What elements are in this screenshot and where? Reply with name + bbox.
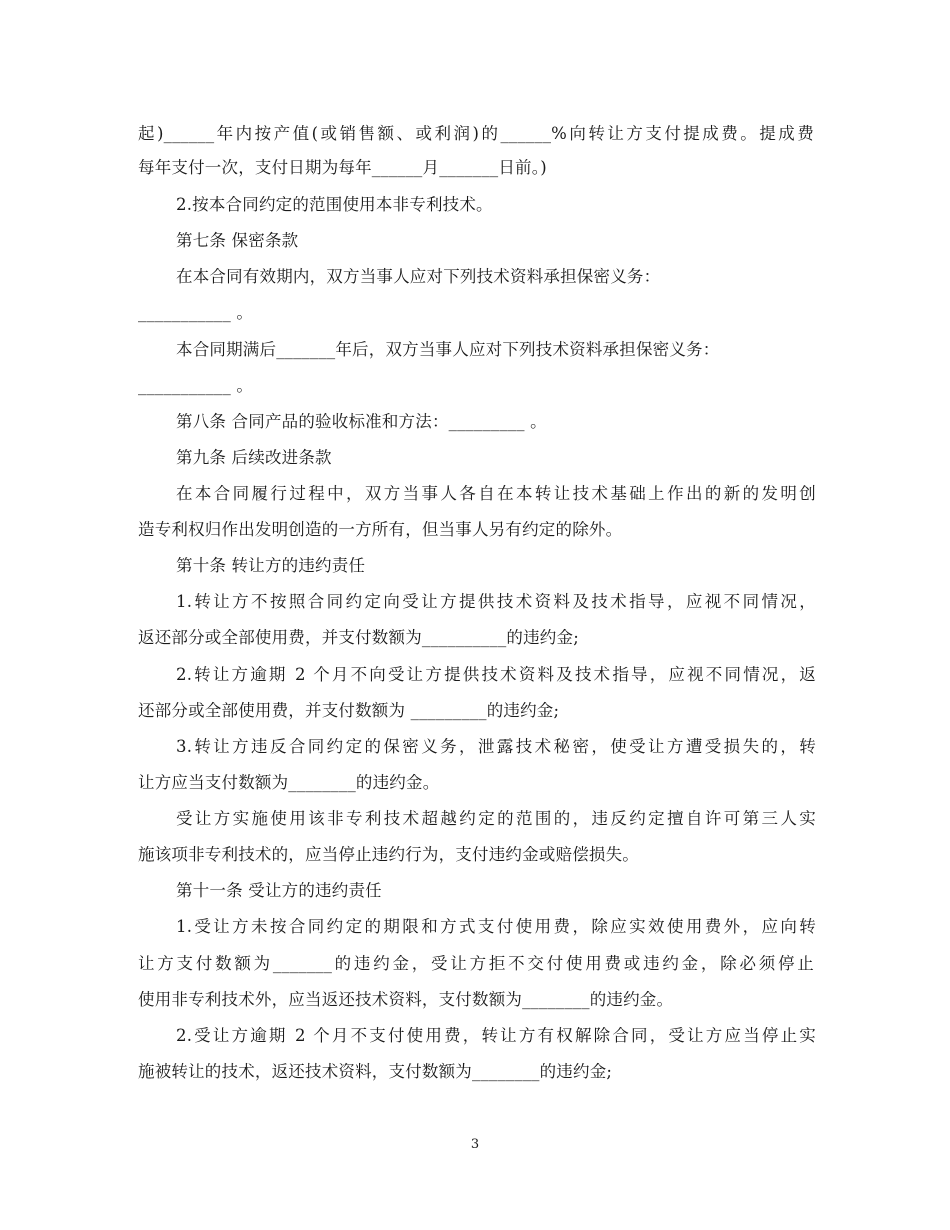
text-line: 让方支付数额为_______的违约金，受让方拒不交付使用费或违约金，除必须停止 [138,954,814,973]
text-line: 在本合同履行过程中，双方当事人各自在本转让技术基础上作出的新的发明创 [176,484,816,503]
blank-field-line: ___________ 。 [138,376,254,395]
text-line: 2.受让方逾期 2 个月不支付使用费，转让方有权解除合同，受让方应当停止实 [176,1026,816,1045]
text-line: 受让方实施使用该非专利技术超越约定的范围的，违反约定擅自许可第三人实 [176,809,816,828]
text-line: 让方应当支付数额为________的违约金。 [138,773,440,792]
text-line: 还部分或全部使用费，并支付数额为 _________的违约金; [138,701,560,720]
text-line: 返还部分或全部使用费，并支付数额为__________的违约金; [138,628,579,647]
text-line: 本合同期满后_______年后，双方当事人应对下列技术资料承担保密义务： [176,340,720,359]
text-line: 施该项非专利技术的，应当停止违约行为，支付违约金或赔偿损失。 [138,845,639,864]
text-line: 起)______年内按产值(或销售额、或利润)的______%向转让方支付提成费。提成费 [138,124,814,143]
section-heading: 第九条 后续改进条款 [176,448,332,467]
text-line: 每年支付一次，支付日期为每年______月_______日前。) [138,158,547,177]
page-number: 3 [470,1137,480,1152]
section-heading: 第八条 合同产品的验收标准和方法：_________ 。 [176,412,547,431]
text-line: 造专利权归作出发明创造的一方所有，但当事人另有约定的除外。 [138,520,623,539]
section-heading: 第七条 保密条款 [176,231,299,250]
section-heading: 第十条 转让方的违约责任 [176,556,366,575]
section-heading: 第十一条 受让方的违约责任 [176,881,382,900]
text-line: 在本合同有效期内，双方当事人应对下列技术资料承担保密义务： [176,267,661,286]
text-line: 3.转让方违反合同约定的保密义务，泄露技术秘密，使受让方遭受损失的，转 [176,737,816,756]
text-line: 使用非专利技术外，应当返还技术资料，支付数额为________的违约金。 [138,990,674,1009]
text-line: 1.转让方不按照合同约定向受让方提供技术资料及技术指导，应视不同情况， [176,592,816,611]
text-line: 2.按本合同约定的范围使用本非专利技术。 [176,195,493,214]
text-line: 施被转让的技术，返还技术资料，支付数额为________的违约金; [138,1062,613,1081]
text-line: 2.转让方逾期 2 个月不向受让方提供技术资料及技术指导，应视不同情况，返 [176,665,816,684]
blank-field-line: ___________ 。 [138,303,254,322]
text-line: 1.受让方未按合同约定的期限和方式支付使用费，除应实效使用费外，应向转 [176,917,816,936]
